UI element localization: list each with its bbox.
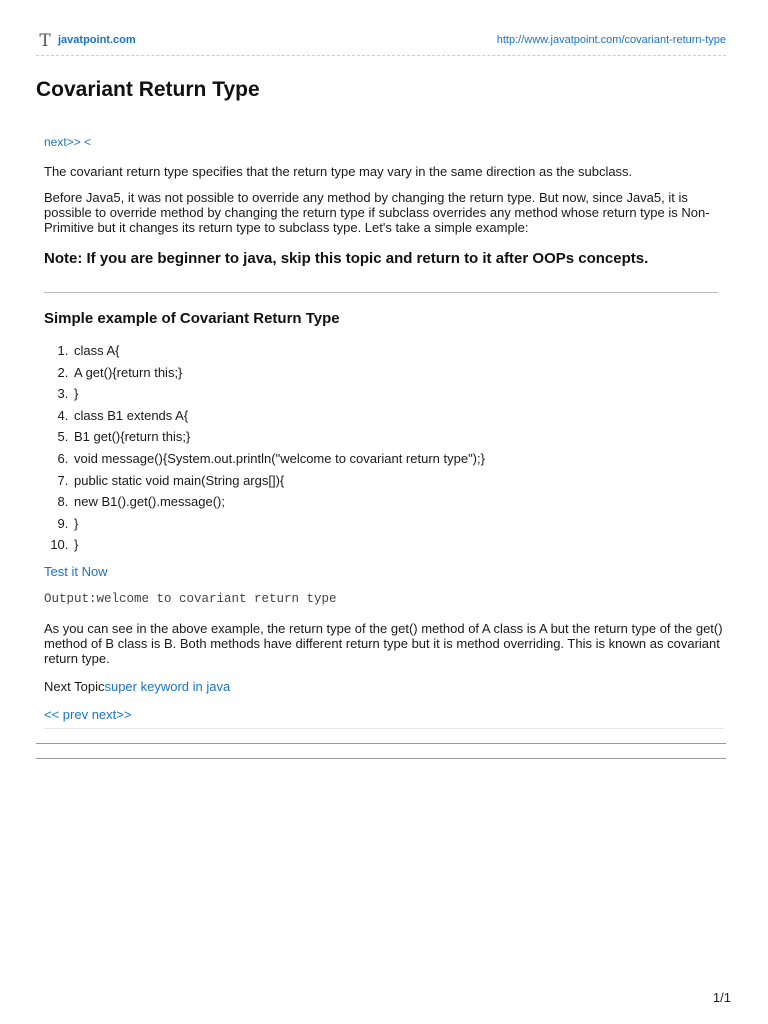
test-it-now-link[interactable]: Test it Now [44,564,108,579]
code-line: 8. new B1().get().message(); [72,491,485,513]
site-name-link[interactable]: javatpoint.com [58,34,136,46]
header-divider [36,55,726,56]
page-header [36,30,726,54]
code-line: 7. public static void main(String args[]){ [72,470,485,492]
next-topic [44,679,230,694]
footer-divider-bottom [36,758,726,759]
section-divider [44,292,718,293]
java5-paragraph: Before Java5, it was not possible to override any method by changing the return type. But now, since Java5, it is possible to override method by changing the return type if subclass overrides any method whose return type is Non-Primitive but it changes its return type to subclass type. Let's take a simple example: [44,190,710,235]
page-url-link[interactable]: http://www.javatpoint.com/covariant-return-type [496,34,726,46]
javatpoint-logo-icon: T [39,31,51,51]
code-example-list [44,340,485,556]
intro-paragraph: The covariant return type specifies that the return type may vary in the same direction as the subclass. [44,164,633,179]
page-title: Covariant Return Type [36,78,260,101]
code-line: 9. } [72,513,485,535]
code-line: 2. A get(){return this;} [72,362,485,384]
top-nav-link[interactable]: next>> < [44,135,92,149]
code-line: 6. void message(){System.out.println("welcome to covariant return type");} [72,448,485,470]
article-intro [44,135,724,284]
code-line: 4. class B1 extends A{ [72,405,485,427]
code-line: 5. B1 get(){return this;} [72,426,485,448]
code-line: 3. } [72,383,485,405]
code-line: 10. } [72,534,485,556]
footer-divider-top [36,743,726,744]
example-heading: Simple example of Covariant Return Type [44,310,340,327]
page-number: 1/1 [712,990,731,1005]
program-output: Output:welcome to covariant return type [44,592,337,606]
next-topic-label: Next Topic [44,679,105,694]
bottom-nav-link[interactable]: << prev next>> [44,707,132,722]
code-line: 1. class A{ [72,340,485,362]
next-topic-link[interactable]: super keyword in java [104,679,231,694]
beginner-note: Note: If you are beginner to java, skip this topic and return to it after OOPs concepts. [44,250,649,267]
explanation-paragraph: As you can see in the above example, the return type of the get() method of A class is A but the return type of the get() method of B class is B. Both methods have different return type but it is method overriding. This is known as covariant return type. [44,621,723,666]
content-end-divider [44,728,724,729]
